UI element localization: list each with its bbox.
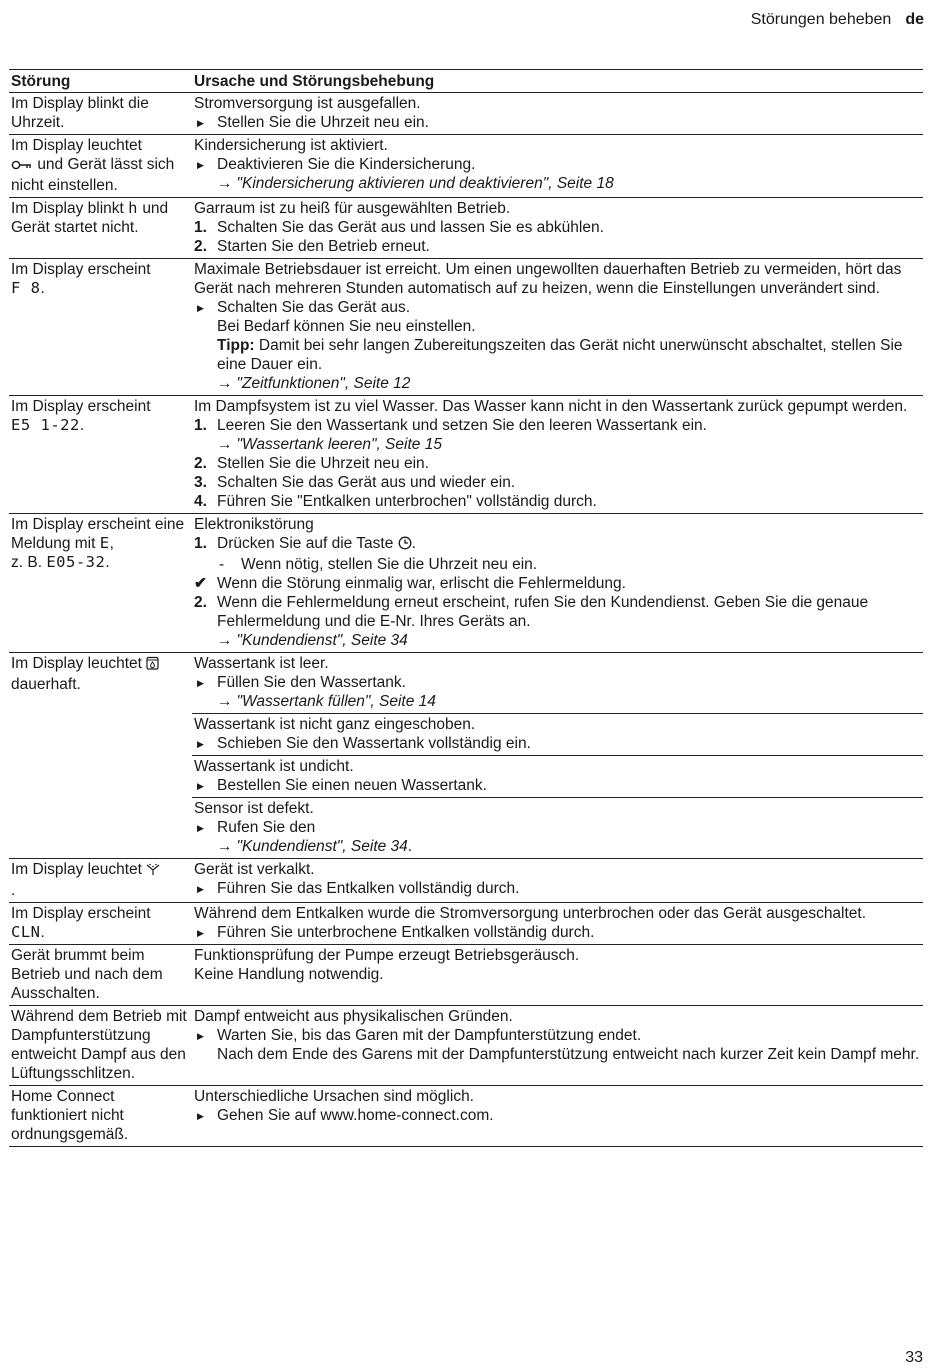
cause-cell <box>192 653 923 714</box>
header-fault: Störung <box>9 70 192 93</box>
arrow-right-icon: → <box>217 838 233 855</box>
cause-text: Im Dampfsystem ist zu viel Wasser. Das Wasser kann nicht in den Wassertank zurück gepumpt werden. <box>194 398 908 415</box>
fault-cell: Im Display leuchtet dauerhaft. <box>9 653 192 859</box>
table-row <box>9 514 923 653</box>
cause-text: Funktionsprüfung der Pumpe erzeugt Betriebsgeräusch. <box>194 947 580 964</box>
fault-cell: Während dem Betrieb mit Dampfunterstützung entweicht Dampf aus den Lüftungsschlitzen. <box>9 1006 192 1086</box>
cause-cell <box>192 1086 923 1147</box>
table-row <box>9 396 923 514</box>
table-row <box>9 259 923 396</box>
cause-cell <box>192 396 923 514</box>
cross-reference: → "Zeitfunktionen", Seite 12 <box>217 375 411 392</box>
cross-reference: → "Wassertank leeren", Seite 15 <box>217 436 442 453</box>
descale-icon <box>146 862 160 881</box>
fault-cell: Im Display erscheint F 8. <box>9 259 192 396</box>
water-tank-icon <box>146 656 159 675</box>
fault-cell: Im Display erscheint E5 1-22. <box>9 396 192 514</box>
fault-cell: Im Display leuchtet und Gerät lässt sich nicht einstellen. <box>9 135 192 198</box>
action-step: ▶ Schalten Sie das Gerät aus. <box>197 299 411 316</box>
cause-text: Dampf entweicht aus physikalischen Gründen. <box>194 1008 513 1025</box>
language-tag: de <box>905 11 924 28</box>
display-symbol: h <box>128 199 138 217</box>
clock-icon <box>398 536 412 555</box>
table-header-row <box>9 70 923 93</box>
bullet-triangle-icon: ▶ <box>197 928 204 938</box>
table-row <box>9 1006 923 1086</box>
action-step: ▶ Führen Sie das Entkalken vollständig durch. <box>197 880 520 897</box>
sub-step: - Wenn nötig, stellen Sie die Uhrzeit neu ein. <box>219 556 538 573</box>
cause-text: Während dem Entkalken wurde die Stromversorgung unterbrochen oder das Gerät ausgeschaltet. <box>194 905 867 922</box>
cause-text: Wassertank ist nicht ganz eingeschoben. <box>194 716 476 733</box>
fault-cell: Home Connect funktioniert nicht ordnungsgemäß. <box>9 1086 192 1147</box>
cause-text: Garraum ist zu heiß für ausgewählten Betrieb. <box>194 200 511 217</box>
cause-cell <box>192 259 923 396</box>
arrow-right-icon: → <box>217 693 233 710</box>
troubleshooting-table <box>9 69 923 1147</box>
cause-cell <box>192 756 923 798</box>
arrow-right-icon: → <box>217 436 233 453</box>
display-code: E05-32 <box>46 553 106 571</box>
action-step: ▶ Schieben Sie den Wassertank vollständig ein. <box>197 735 531 752</box>
cause-cell <box>192 945 923 1006</box>
fault-cell: Gerät brummt beim Betrieb und nach dem Ausschalten. <box>9 945 192 1006</box>
cause-cell <box>192 93 923 135</box>
cause-cell <box>192 198 923 259</box>
cause-text: Wassertank ist leer. <box>194 655 329 672</box>
key-lock-icon <box>11 157 33 176</box>
action-step: ▶ Stellen Sie die Uhrzeit neu ein. <box>197 114 429 131</box>
table-row <box>9 945 923 1006</box>
header-cause: Ursache und Störungsbehebung <box>192 70 923 93</box>
display-code: E <box>99 534 110 552</box>
cause-text: Gerät ist verkalkt. <box>194 861 315 878</box>
fault-cell: Im Display erscheint eine Meldung mit E, z. B. E05-32. <box>9 514 192 653</box>
cause-cell <box>192 798 923 859</box>
bullet-triangle-icon: ▶ <box>197 678 204 688</box>
table-row <box>9 903 923 945</box>
result-step: ✔ Wenn die Störung einmalig war, erlischt die Fehlermeldung. <box>194 575 626 592</box>
cause-cell <box>192 714 923 756</box>
table-row <box>9 1086 923 1147</box>
bullet-triangle-icon: ▶ <box>197 160 204 170</box>
numbered-step: 2. Starten Sie den Betrieb erneut. <box>194 238 430 255</box>
numbered-step: 1. Drücken Sie auf die Taste . <box>194 534 921 555</box>
step-note: Bei Bedarf können Sie neu einstellen. <box>217 318 476 335</box>
numbered-step: 2. Wenn die Fehlermeldung erneut erscheint, rufen Sie den Kundendienst. Geben Sie die genaue Fehlermeldung und die E-Nr. Ihres Geräts an. <box>194 594 869 630</box>
display-code: CLN <box>11 923 41 941</box>
bullet-triangle-icon: ▶ <box>197 1031 204 1041</box>
cross-reference: → "Wassertank füllen", Seite 14 <box>217 693 436 710</box>
bullet-triangle-icon: ▶ <box>197 823 204 833</box>
display-code: E5 1-22 <box>11 416 80 434</box>
table-row <box>9 198 923 259</box>
tip-note: Tipp: Damit bei sehr langen Zubereitungszeiten das Gerät nicht unerwünscht abschaltet, stellen Sie eine Dauer ein. <box>217 337 903 373</box>
cause-text: Maximale Betriebsdauer ist erreicht. Um einen ungewollten dauerhaften Betrieb zu vermeiden, hört das Gerät nach mehreren Stunden automatisch auf zu heizen, wenn die Einstellungen unverändert sind. <box>194 261 902 297</box>
cause-cell <box>192 903 923 945</box>
cause-text: Kindersicherung ist aktiviert. <box>194 137 388 154</box>
cause-cell <box>192 1006 923 1086</box>
numbered-step: 1. Schalten Sie das Gerät aus und lassen Sie es abkühlen. <box>194 219 604 236</box>
action-step: ▶ Füllen Sie den Wassertank. <box>197 674 406 691</box>
bullet-triangle-icon: ▶ <box>197 303 204 313</box>
action-step: ▶ Deaktivieren Sie die Kindersicherung. <box>197 156 476 173</box>
table-row <box>9 135 923 198</box>
action-step: ▶ Warten Sie, bis das Garen mit der Dampfunterstützung endet. <box>197 1027 642 1044</box>
action-step: ▶ Führen Sie unterbrochene Entkalken vollständig durch. <box>197 924 595 941</box>
step-note: Nach dem Ende des Garens mit der Dampfunterstützung entweicht nach kurzer Zeit kein Dampf mehr. <box>217 1046 920 1063</box>
cause-text: Stromversorgung ist ausgefallen. <box>194 95 421 112</box>
numbered-step: 1. Leeren Sie den Wassertank und setzen Sie den leeren Wassertank ein. <box>194 417 707 434</box>
cause-text: Sensor ist defekt. <box>194 800 314 817</box>
cause-text: Elektronikstörung <box>194 516 314 533</box>
table-row <box>9 93 923 135</box>
cause-text: Keine Handlung notwendig. <box>194 966 384 983</box>
bullet-triangle-icon: ▶ <box>197 118 204 128</box>
checkmark-icon: ✔ <box>194 575 207 592</box>
bullet-triangle-icon: ▶ <box>197 739 204 749</box>
bullet-triangle-icon: ▶ <box>197 781 204 791</box>
page-header <box>751 10 924 29</box>
section-title: Störungen beheben <box>750 11 892 28</box>
arrow-right-icon: → <box>217 375 233 392</box>
display-code: F 8 <box>11 279 41 297</box>
table-row <box>9 653 923 714</box>
bullet-triangle-icon: ▶ <box>197 1111 204 1121</box>
arrow-right-icon: → <box>217 175 233 192</box>
action-step: ▶ Bestellen Sie einen neuen Wassertank. <box>197 777 487 794</box>
action-step: ▶ Rufen Sie den <box>197 819 316 836</box>
page-number: 33 <box>905 1349 923 1366</box>
cause-cell <box>192 859 923 903</box>
cross-reference: → "Kundendienst", Seite 34. <box>217 838 413 855</box>
numbered-step: 2. Stellen Sie die Uhrzeit neu ein. <box>194 455 429 472</box>
cause-cell <box>192 514 923 653</box>
action-step: ▶ Gehen Sie auf www.home-connect.com. <box>197 1107 494 1124</box>
arrow-right-icon: → <box>217 632 233 649</box>
cross-reference: → "Kindersicherung aktivieren und deaktivieren", Seite 18 <box>217 175 614 192</box>
cause-text: Unterschiedliche Ursachen sind möglich. <box>194 1088 474 1105</box>
bullet-triangle-icon: ▶ <box>197 884 204 894</box>
table-row <box>9 859 923 903</box>
fault-cell: Im Display blinkt die Uhrzeit. <box>9 93 192 135</box>
fault-cell: Im Display blinkt h und Gerät startet nicht. <box>9 198 192 259</box>
cross-reference: → "Kundendienst", Seite 34 <box>217 632 408 649</box>
cause-text: Wassertank ist undicht. <box>194 758 354 775</box>
fault-cell: Im Display erscheint CLN. <box>9 903 192 945</box>
fault-cell: Im Display leuchtet . <box>9 859 192 903</box>
numbered-step: 3. Schalten Sie das Gerät aus und wieder ein. <box>194 474 516 491</box>
numbered-step: 4. Führen Sie "Entkalken unterbrochen" vollständig durch. <box>194 493 597 510</box>
cause-cell <box>192 135 923 198</box>
